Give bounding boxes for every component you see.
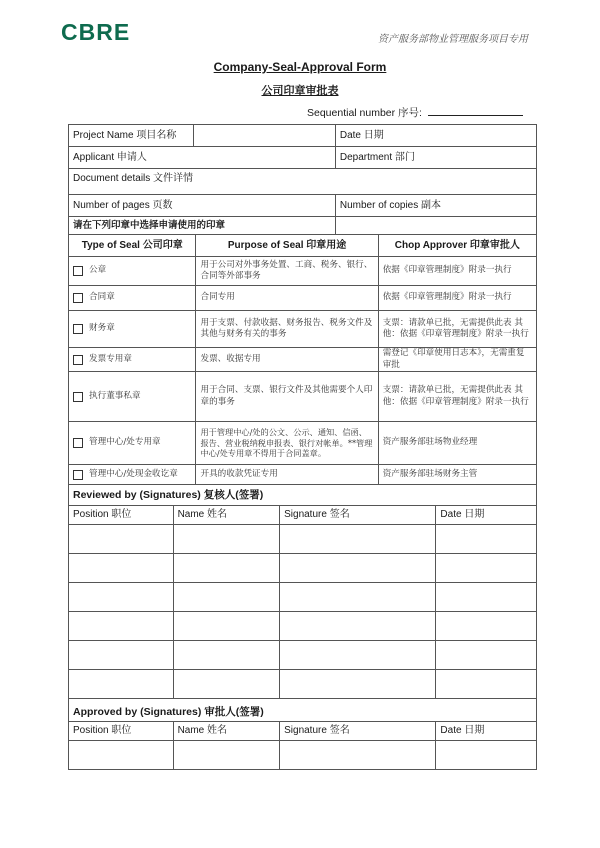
signature-input[interactable] (280, 741, 436, 769)
seal-checkbox[interactable] (73, 293, 83, 303)
approved-signature-row (69, 741, 536, 769)
seal-checkbox[interactable] (73, 392, 83, 402)
approved-name-header: Name 姓名 (174, 722, 281, 740)
seal-approver: 资产服务部驻场财务主管 (382, 468, 478, 479)
name-input[interactable] (174, 554, 281, 582)
date-input[interactable] (436, 670, 536, 698)
signature-input[interactable] (280, 641, 436, 669)
seal-purpose: 发票、收据专用 (196, 348, 378, 371)
seal-purpose-header: Purpose of Seal 印章用途 (196, 235, 378, 256)
position-input[interactable] (69, 641, 174, 669)
date-label: Date 日期 (339, 129, 384, 141)
name-input[interactable] (174, 741, 281, 769)
seal-row (69, 372, 536, 422)
date-input[interactable] (436, 741, 536, 769)
seal-type: 管理中心/处专用章 (89, 437, 161, 448)
date-input[interactable] (436, 525, 536, 553)
seal-checkbox[interactable] (73, 438, 83, 448)
reviewed-by-title: Reviewed by (Signatures) 复核人(签署) (73, 489, 264, 501)
reviewed-date-header: Date 日期 (440, 509, 485, 520)
form-title: Company-Seal-Approval Form (213, 60, 387, 74)
chop-approver-header: Chop Approver 印章审批人 (394, 239, 520, 251)
seal-checkbox[interactable] (73, 355, 83, 365)
seal-row (69, 348, 536, 372)
name-input[interactable] (174, 525, 281, 553)
seal-type: 发票专用章 (89, 353, 132, 364)
reviewed-position-header: Position 职位 (69, 506, 174, 524)
project-name-input[interactable] (194, 125, 335, 146)
seal-approver: 依据《印章管理制度》附录一执行 (382, 292, 512, 303)
reviewed-signature-row (69, 670, 536, 699)
date-input[interactable] (436, 612, 536, 640)
cbre-logo: CBRE (61, 19, 131, 45)
reviewed-signature-row (69, 525, 536, 554)
reviewed-signature-header: Signature 签名 (280, 506, 436, 524)
sequential-number-label: Sequential number 序号: (307, 107, 422, 119)
signature-input[interactable] (280, 525, 436, 553)
name-input[interactable] (174, 641, 281, 669)
seal-row (69, 257, 536, 286)
seal-approver: 支票：请款单已批，无需提供此表 其他：依据《印章管理制度》附录一执行 (382, 317, 529, 339)
signature-input[interactable] (280, 670, 436, 698)
reviewed-signature-row (69, 641, 536, 670)
project-name-label: Project Name 项目名称 (69, 125, 194, 146)
name-input[interactable] (174, 670, 281, 698)
applicant-label: Applicant 申请人 (69, 147, 336, 168)
position-input[interactable] (69, 525, 174, 553)
seal-type: 管理中心/处现金收讫章 (89, 468, 178, 479)
approved-signature-header: Signature 签名 (280, 722, 436, 740)
reviewed-signature-row (69, 612, 536, 641)
position-input[interactable] (69, 583, 174, 611)
reviewed-signature-row (69, 583, 536, 612)
document-details-label: Document details 文件详情 (73, 173, 194, 184)
seal-purpose: 用于管理中心/处的公文、公示、通知、信函、报告、营业税纳税申报表、银行对帐单。**管理中心/处专用章不得用于合同盖章。 (196, 422, 378, 464)
seal-approval-form (68, 124, 537, 770)
seal-row (69, 286, 536, 311)
name-input[interactable] (174, 612, 281, 640)
seal-type: 公章 (89, 265, 107, 276)
name-input[interactable] (174, 583, 281, 611)
seal-purpose: 用于公司对外事务处置、工商、税务、银行、合同等外部事务 (196, 257, 378, 285)
seal-approver: 需登记《印章使用日志本》，无需重复审批 (382, 348, 525, 370)
header-tagline: 资产服务部物业管理服务项目专用 (378, 34, 528, 45)
seal-purpose: 用于支票、付款收据、财务报告、税务文件及其他与财务有关的事务 (196, 311, 378, 347)
date-input[interactable] (436, 554, 536, 582)
position-input[interactable] (69, 741, 174, 769)
seal-row (69, 465, 536, 485)
signature-input[interactable] (280, 612, 436, 640)
signature-input[interactable] (280, 583, 436, 611)
seal-instruction: 请在下列印章中选择申请使用的印章 (69, 217, 336, 234)
approved-by-title: Approved by (Signatures) 审批人(签署) (73, 706, 264, 718)
seal-approver: 资产服务部驻场物业经理 (382, 437, 478, 448)
seal-approver: 依据《印章管理制度》附录一执行 (382, 265, 512, 276)
seal-type: 执行董事私章 (89, 390, 141, 401)
seal-checkbox[interactable] (73, 470, 83, 480)
sequential-number-input[interactable] (428, 105, 523, 116)
department-label: Department 部门 (339, 151, 415, 163)
approved-position-header: Position 职位 (69, 722, 174, 740)
seal-purpose: 合同专用 (196, 286, 378, 310)
form-subtitle: 公司印章审批表 (261, 84, 339, 97)
number-of-pages-label: Number of pages 页数 (69, 195, 336, 216)
date-input[interactable] (436, 583, 536, 611)
seal-type: 财务章 (89, 323, 115, 334)
seal-type: 合同章 (89, 292, 115, 303)
reviewed-name-header: Name 姓名 (174, 506, 281, 524)
sequential-number-field (307, 105, 523, 120)
seal-row (69, 422, 536, 465)
approved-date-header: Date 日期 (440, 725, 485, 736)
seal-checkbox[interactable] (73, 266, 83, 276)
seal-purpose: 开具的收款凭证专用 (196, 465, 378, 484)
signature-input[interactable] (280, 554, 436, 582)
date-input[interactable] (436, 641, 536, 669)
number-of-copies-label: Number of copies 副本 (339, 199, 442, 211)
seal-row (69, 311, 536, 348)
position-input[interactable] (69, 670, 174, 698)
seal-checkbox[interactable] (73, 324, 83, 334)
position-input[interactable] (69, 612, 174, 640)
seal-purpose: 用于合同、支票、银行文件及其他需要个人印章的事务 (196, 372, 378, 421)
seal-approver: 支票：请款单已批，无需提供此表 其他：依据《印章管理制度》附录一执行 (382, 385, 529, 407)
reviewed-signature-row (69, 554, 536, 583)
seal-type-header: Type of Seal 公司印章 (69, 235, 196, 256)
position-input[interactable] (69, 554, 174, 582)
